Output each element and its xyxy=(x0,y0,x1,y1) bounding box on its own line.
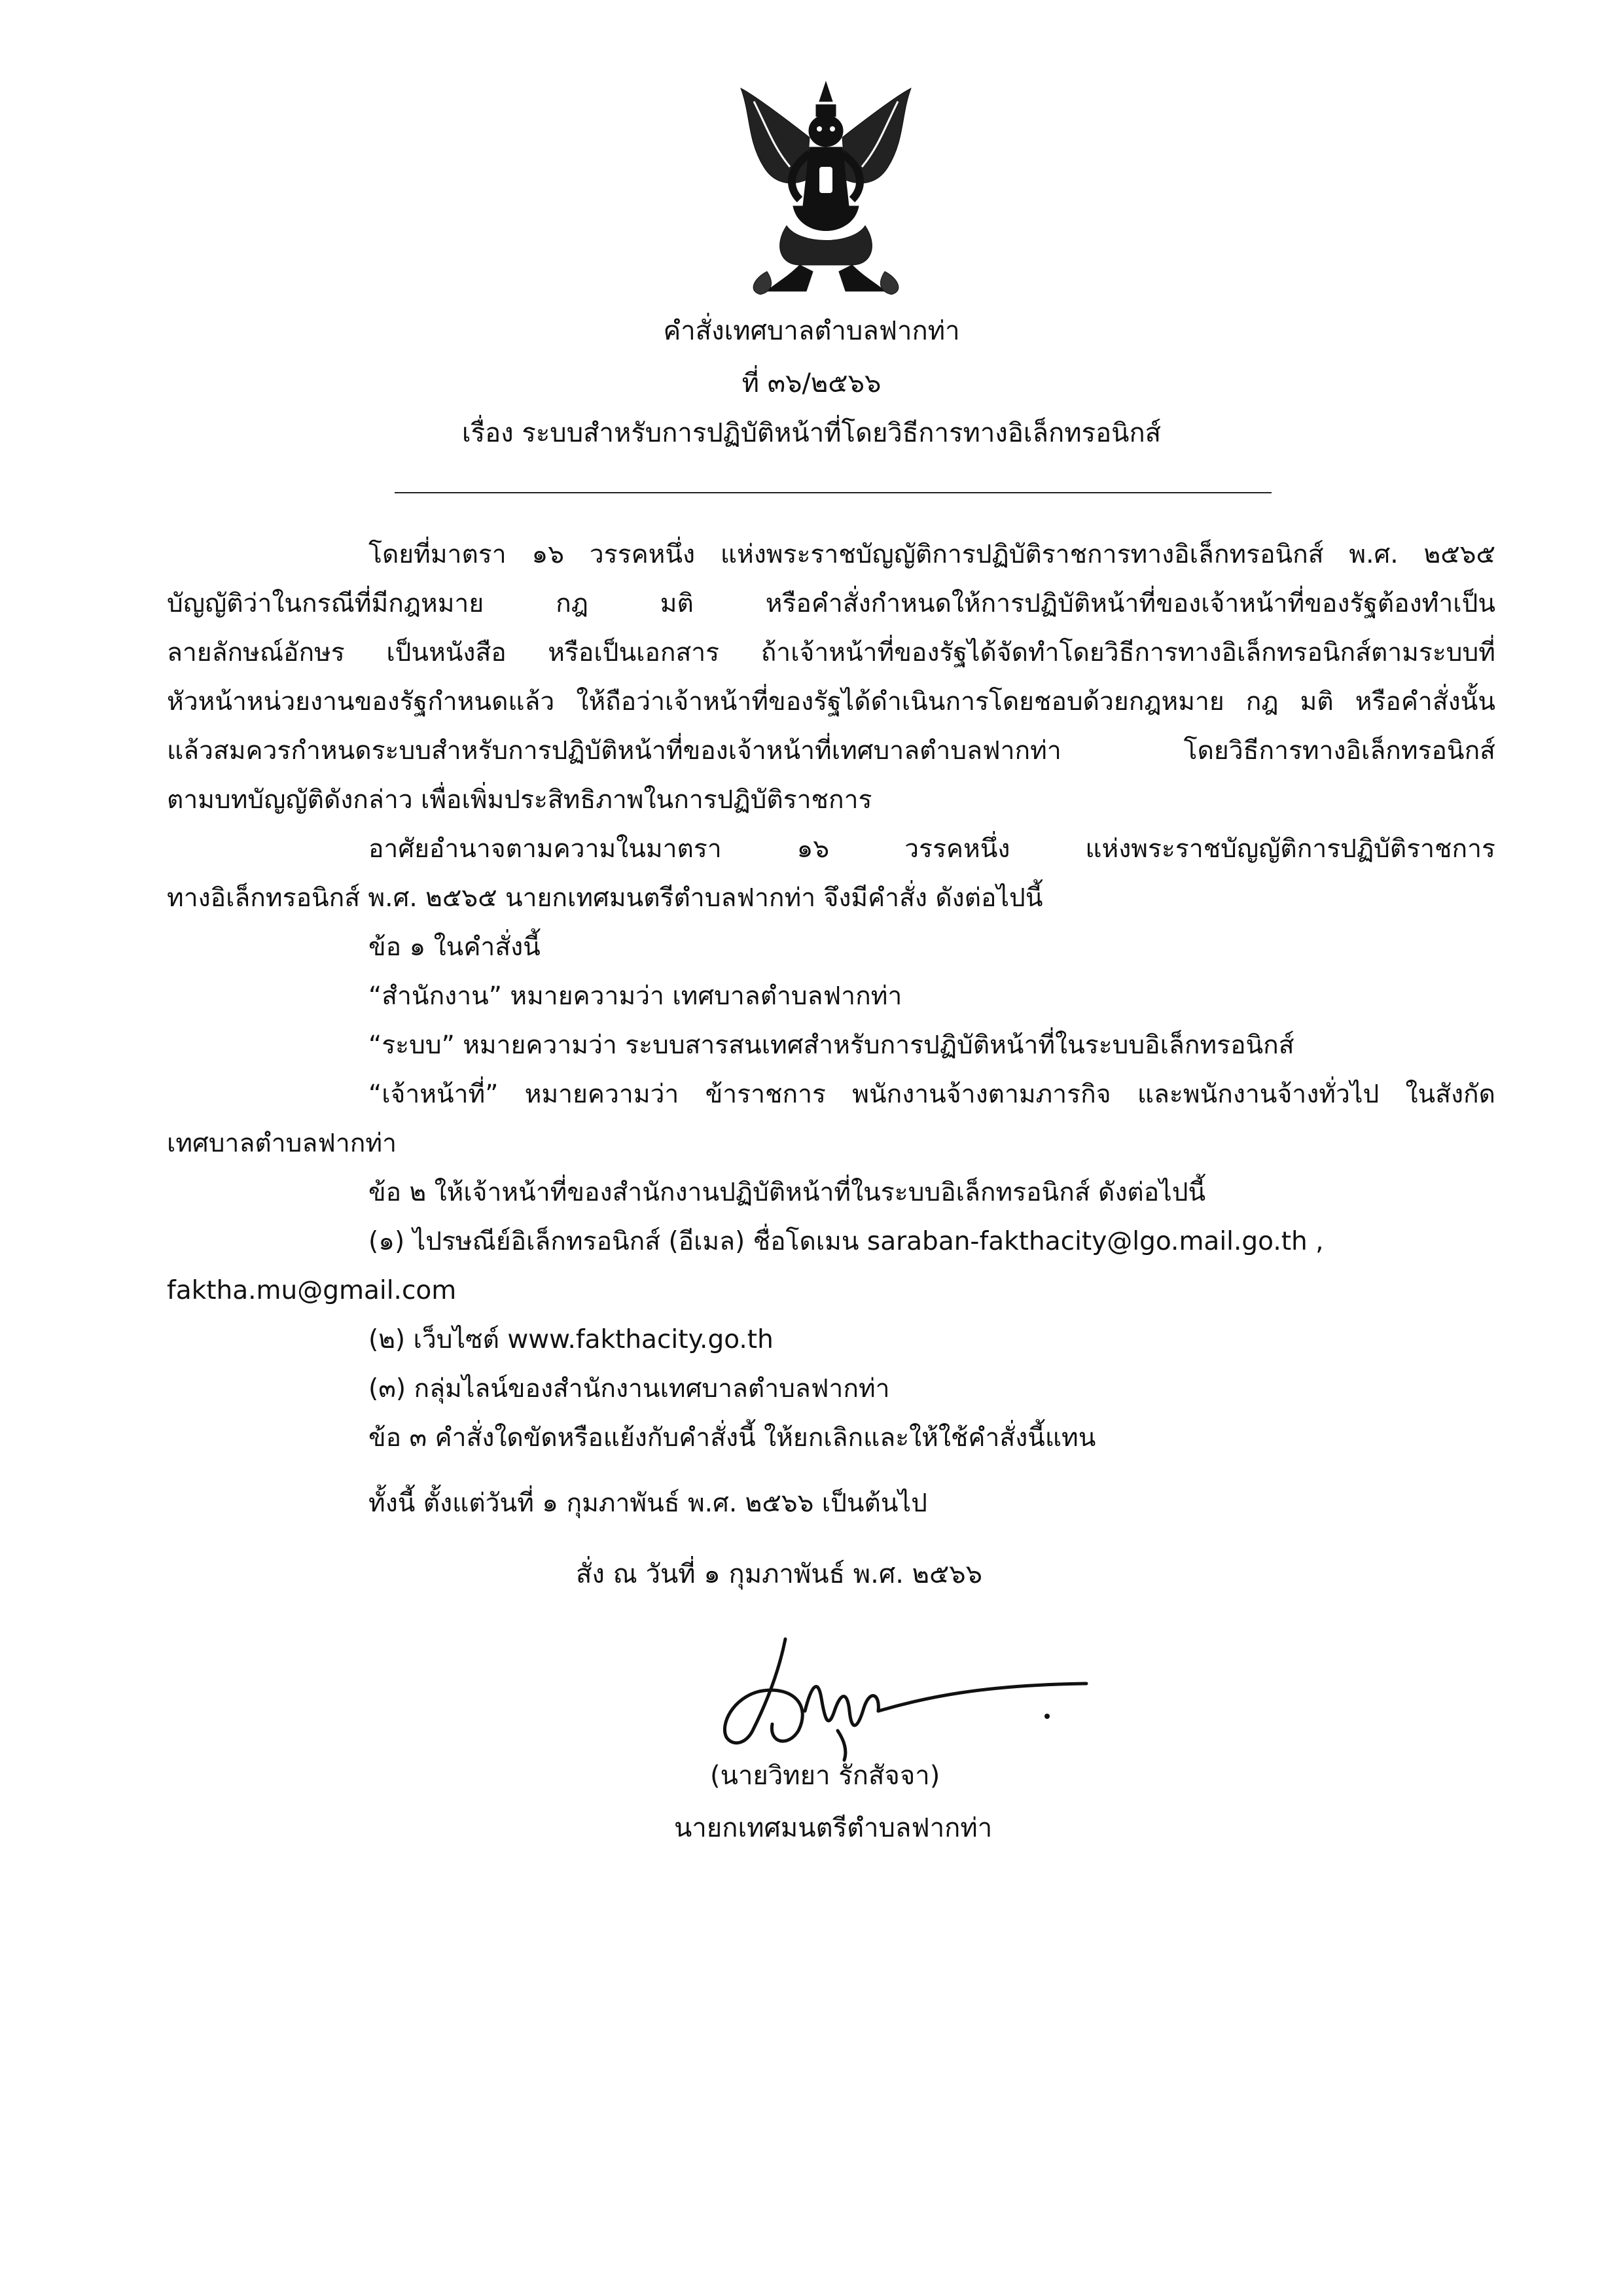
order-number: ที่ ๓๖/๒๕๖๖ xyxy=(741,368,882,398)
signer-title: นายกเทศมนตรีตำบลฟากท่า xyxy=(674,1813,993,1843)
paragraph-1-line-1: โดยที่มาตรา ๑๖ วรรคหนึ่ง แห่งพระราชบัญญัติการปฏิบัติราชการทางอิเล็กทรอนิกส์ พ.ศ. ๒๕๖๕ xyxy=(368,540,1495,569)
paragraph-1-line-3: ลายลักษณ์อักษร เป็นหนังสือ หรือเป็นเอกสาร ถ้าเจ้าหน้าที่ของรัฐได้จัดทำโดยวิธีการทางอิเล็กทรอนิกส์ตามระบบที่ xyxy=(167,638,1495,667)
paragraph-1-line-2: บัญญัติว่าในกรณีที่มีกฎหมาย กฎ มติ หรือคำสั่งกำหนดให้การปฏิบัติหน้าที่ของเจ้าหน้าที่ของรัฐต้องทำเป็น xyxy=(167,589,1495,618)
signer-name: (นายวิทยา รักสัจจา) xyxy=(710,1761,940,1791)
clause-2-heading: ข้อ ๒ ให้เจ้าหน้าที่ของสำนักงานปฏิบัติหน้าที่ในระบบอิเล็กทรอนิกส์ ดังต่อไปนี้ xyxy=(368,1178,1206,1207)
definition-office: “สำนักงาน” หมายความว่า เทศบาลตำบลฟากท่า xyxy=(368,981,902,1011)
effective-date: ทั้งนี้ ตั้งแต่วันที่ ๑ กุมภาพันธ์ พ.ศ. ๒๕๖๖ เป็นต้นไป xyxy=(368,1489,927,1518)
order-title: คำสั่งเทศบาลตำบลฟากท่า xyxy=(663,316,960,346)
paragraph-1-line-5: แล้วสมควรกำหนดระบบสำหรับการปฏิบัติหน้าที่ของเจ้าหน้าที่เทศบาลตำบลฟากท่า โดยวิธีการทางอิเล็กทรอนิกส์ xyxy=(167,736,1495,766)
header-divider xyxy=(395,492,1272,493)
clause-2-item-2: (๒) เว็บไซต์ www.fakthacity.go.th xyxy=(368,1325,774,1354)
definition-official-line-1: “เจ้าหน้าที่” หมายความว่า ข้าราชการ พนักงานจ้างตามภารกิจ และพนักงานจ้างทั่วไป ในสังกัด xyxy=(368,1080,1495,1109)
definition-system: “ระบบ” หมายความว่า ระบบสารสนเทศสำหรับการปฏิบัติหน้าที่ในระบบอิเล็กทรอนิกส์ xyxy=(368,1031,1294,1060)
clause-2-item-3: (๓) กลุ่มไลน์ของสำนักงานเทศบาลตำบลฟากท่า xyxy=(368,1374,890,1404)
garuda-emblem xyxy=(728,75,924,298)
paragraph-2-line-1: อาศัยอำนาจตามความในมาตรา ๑๖ วรรคหนึ่ง แห่งพระราชบัญญัติการปฏิบัติราชการ xyxy=(368,834,1495,864)
issued-date: สั่ง ณ วันที่ ๑ กุมภาพันธ์ พ.ศ. ๒๕๖๖ xyxy=(576,1559,983,1589)
paragraph-2-line-2: ทางอิเล็กทรอนิกส์ พ.ศ. ๒๕๖๕ นายกเทศมนตรีตำบลฟากท่า จึงมีคำสั่ง ดังต่อไปนี้ xyxy=(167,883,1043,913)
clause-3: ข้อ ๓ คำสั่งใดขัดหรือแย้งกับคำสั่งนี้ ให้ยกเลิกและให้ใช้คำสั่งนี้แทน xyxy=(368,1423,1096,1453)
order-subject: เรื่อง ระบบสำหรับการปฏิบัติหน้าที่โดยวิธีการทางอิเล็กทรอนิกส์ xyxy=(461,418,1162,448)
paragraph-1-line-6: ตามบทบัญญัติดังกล่าว เพื่อเพิ่มประสิทธิภาพในการปฏิบัติราชการ xyxy=(167,785,872,815)
clause-1-heading: ข้อ ๑ ในคำสั่งนี้ xyxy=(368,932,541,962)
clause-2-item-1-line-1: (๑) ไปรษณีย์อิเล็กทรอนิกส์ (อีเมล) ชื่อโดเมน saraban-fakthacity@lgo.mail.go.th , xyxy=(368,1227,1324,1256)
paragraph-1-line-4: หัวหน้าหน่วยงานของรัฐกำหนดแล้ว ให้ถือว่าเจ้าหน้าที่ของรัฐได้ดำเนินการโดยชอบด้วยกฎหมาย กฎ มติ หรือคำสั่งนั้น xyxy=(167,687,1495,716)
signature xyxy=(707,1633,1099,1763)
clause-2-item-1-line-2: faktha.mu@gmail.com xyxy=(167,1276,457,1305)
definition-official-line-2: เทศบาลตำบลฟากท่า xyxy=(167,1129,397,1158)
